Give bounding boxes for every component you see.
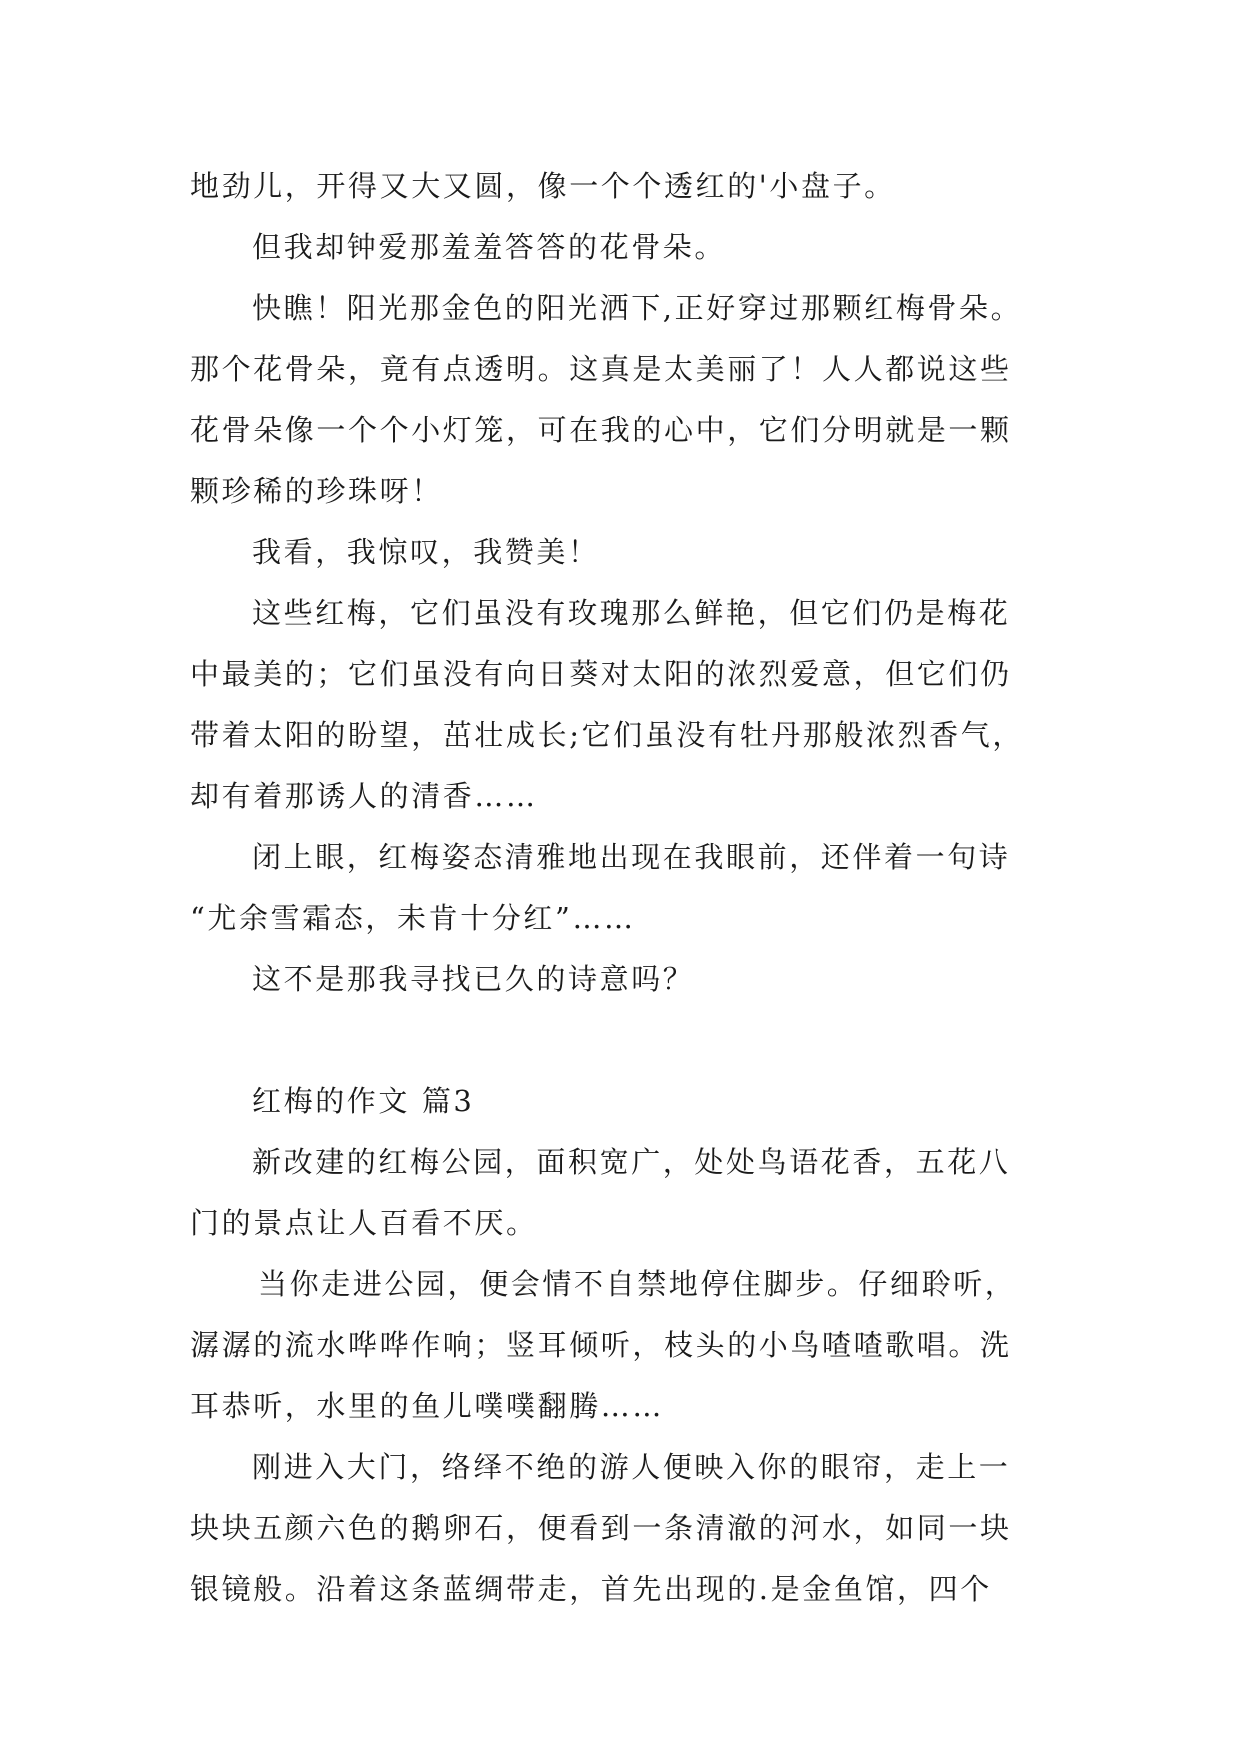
- text-line: 刚进入大门，络绎不绝的游人便映入你的眼帘，走上一: [252, 1450, 1011, 1484]
- text-line: 耳恭听，水里的鱼儿噗噗翻腾……: [190, 1389, 665, 1423]
- text-line: 这不是那我寻找已久的诗意吗？: [252, 962, 695, 996]
- text-line: 带着太阳的盼望，茁壮成长;它们虽没有牡丹那般浓烈香气，: [190, 718, 1024, 752]
- section-heading: 红梅的作文 篇3: [252, 1084, 475, 1118]
- text-line: 银镜般。沿着这条蓝绸带走，首先出现的.是金鱼馆，四个: [190, 1572, 992, 1606]
- text-line: 但我却钟爱那羞羞答答的花骨朵。: [252, 230, 727, 264]
- text-line: 潺潺的流水哗哗作响；竖耳倾听，枝头的小鸟喳喳歌唱。洗: [190, 1328, 1012, 1362]
- text-line: 我看，我惊叹，我赞美！: [252, 535, 600, 569]
- text-line: 却有着那诱人的清香……: [190, 779, 538, 813]
- text-line: 快瞧！阳光那金色的阳光洒下,正好穿过那颗红梅骨朵。: [252, 291, 1023, 325]
- text-line: 颗珍稀的珍珠呀！: [190, 474, 443, 508]
- text-line: 闭上眼，红梅姿态清雅地出现在我眼前，还伴着一句诗: [252, 840, 1011, 874]
- text-line: 这些红梅，它们虽没有玫瑰那么鲜艳，但它们仍是梅花: [252, 596, 1011, 630]
- text-line: 那个花骨朵，竟有点透明。这真是太美丽了！人人都说这些: [190, 352, 1012, 386]
- text-line: 花骨朵像一个个小灯笼，可在我的心中，它们分明就是一颗: [190, 413, 1012, 447]
- text-line: 新改建的红梅公园，面积宽广，处处鸟语花香，五花八: [252, 1145, 1011, 1179]
- text-line: 块块五颜六色的鹅卵石，便看到一条清澈的河水，如同一块: [190, 1511, 1012, 1545]
- text-line: 中最美的；它们虽没有向日葵对太阳的浓烈爱意，但它们仍: [190, 657, 1012, 691]
- text-line: 当你走进公园，便会情不自禁地停住脚步。仔细聆听，: [258, 1267, 1017, 1301]
- text-line: 地劲儿，开得又大又圆，像一个个透红的'小盘子。: [190, 169, 896, 203]
- text-line: “尤余雪霜态，未肯十分红”……: [190, 901, 636, 935]
- text-line: 门的景点让人百看不厌。: [190, 1206, 538, 1240]
